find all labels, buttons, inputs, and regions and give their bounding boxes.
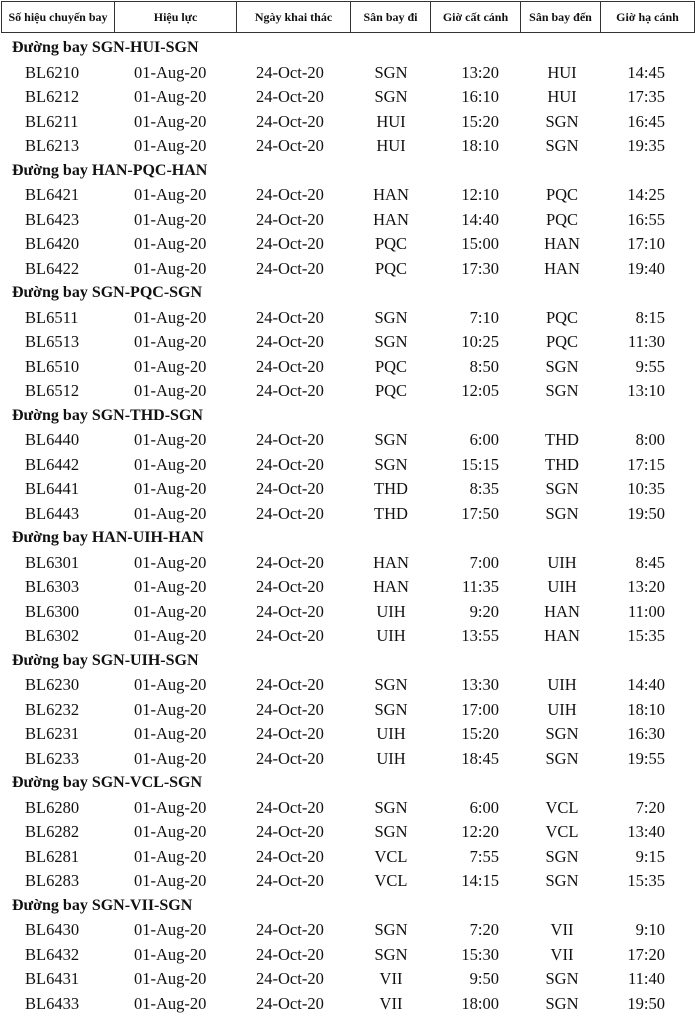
arrival-time: 14:40 (627, 675, 665, 694)
arrival-time: 13:10 (627, 381, 665, 400)
arrival-airport: SGN (545, 356, 579, 376)
arrival-airport: PQC (545, 209, 579, 229)
flight-row (0, 722, 695, 747)
flight-number: BL6280 (25, 797, 80, 817)
flight-number: BL6421 (25, 185, 80, 204)
validity-date: 01-Aug-20 (134, 748, 207, 768)
departure-airport: SGN (374, 699, 408, 719)
start-date: 24-Oct-20 (256, 871, 324, 890)
arrival-airport: SGN (545, 724, 579, 743)
header-departure-airport: Sân bay đi (351, 2, 431, 33)
departure-time: 15:20 (461, 724, 499, 743)
start-date: 24-Oct-20 (256, 307, 324, 327)
start-date: 24-Oct-20 (256, 185, 324, 204)
start-date: 24-Oct-20 (256, 111, 324, 131)
flight-number: BL6430 (25, 920, 80, 939)
flight-number: BL6211 (25, 111, 79, 131)
arrival-airport: SGN (545, 503, 579, 523)
departure-airport: SGN (374, 797, 408, 817)
flight-row (0, 600, 695, 625)
validity-date: 01-Aug-20 (134, 993, 207, 1013)
arrival-time: 11:30 (628, 332, 665, 351)
start-date: 24-Oct-20 (256, 136, 324, 155)
flight-row (0, 747, 695, 772)
departure-airport: UIH (376, 748, 406, 768)
departure-time: 7:20 (469, 920, 499, 939)
flight-number: BL6300 (25, 601, 80, 621)
flight-number: BL6302 (25, 626, 80, 645)
departure-time: 15:15 (461, 454, 499, 474)
validity-date: 01-Aug-20 (134, 454, 207, 474)
arrival-time: 16:45 (627, 111, 665, 131)
departure-airport: PQC (374, 381, 408, 400)
start-date: 24-Oct-20 (256, 626, 324, 645)
start-date: 24-Oct-20 (256, 552, 324, 572)
departure-time: 16:10 (461, 87, 499, 106)
validity-date: 01-Aug-20 (134, 552, 207, 572)
flight-row (0, 453, 695, 478)
arrival-time: 16:55 (627, 209, 665, 229)
arrival-time: 13:20 (627, 577, 665, 596)
flight-number: BL6440 (25, 430, 80, 449)
flight-number: BL6513 (25, 332, 80, 351)
arrival-airport: HUI (547, 87, 577, 106)
start-date: 24-Oct-20 (256, 62, 324, 82)
departure-airport: THD (374, 503, 408, 523)
validity-date: 01-Aug-20 (134, 969, 207, 988)
arrival-time: 13:40 (627, 822, 665, 841)
validity-date: 01-Aug-20 (134, 307, 207, 327)
departure-time: 11:35 (462, 577, 499, 596)
start-date: 24-Oct-20 (256, 332, 324, 351)
departure-airport: HUI (376, 111, 406, 131)
flight-row (0, 183, 695, 208)
departure-time: 7:55 (469, 846, 499, 866)
arrival-time: 19:40 (627, 258, 665, 278)
flight-number: BL6443 (25, 503, 80, 523)
arrival-time: 17:10 (627, 234, 665, 253)
flight-number: BL6281 (25, 846, 80, 866)
start-date: 24-Oct-20 (256, 724, 324, 743)
departure-airport: HAN (373, 552, 409, 572)
validity-date: 01-Aug-20 (134, 944, 207, 964)
arrival-airport: SGN (545, 136, 579, 155)
arrival-time: 14:25 (627, 185, 665, 204)
validity-date: 01-Aug-20 (134, 724, 207, 743)
arrival-time: 15:35 (627, 626, 665, 645)
flight-number: BL6422 (25, 258, 80, 278)
departure-airport: SGN (374, 307, 408, 327)
arrival-time: 19:50 (627, 503, 665, 523)
validity-date: 01-Aug-20 (134, 234, 207, 253)
arrival-airport: VCL (545, 822, 579, 841)
departure-airport: SGN (374, 430, 408, 449)
flight-row (0, 624, 695, 649)
flight-number: BL6431 (25, 969, 80, 988)
validity-date: 01-Aug-20 (134, 111, 207, 131)
arrival-airport: THD (545, 454, 579, 474)
departure-time: 17:30 (461, 258, 499, 278)
arrival-airport: PQC (545, 307, 579, 327)
flight-number: BL6512 (25, 381, 80, 400)
departure-airport: HAN (373, 577, 409, 596)
flight-number: BL6420 (25, 234, 80, 253)
flight-number: BL6301 (25, 552, 80, 572)
flight-number: BL6232 (25, 699, 80, 719)
flight-number: BL6233 (25, 748, 80, 768)
flight-row (0, 232, 695, 257)
departure-time: 10:25 (461, 332, 499, 351)
departure-time: 9:20 (469, 601, 499, 621)
arrival-airport: PQC (545, 332, 579, 351)
flight-row (0, 257, 695, 282)
arrival-time: 17:35 (627, 87, 665, 106)
start-date: 24-Oct-20 (256, 577, 324, 596)
arrival-time: 19:55 (627, 748, 665, 768)
departure-time: 15:00 (461, 234, 499, 253)
arrival-airport: UIH (547, 675, 577, 694)
flight-row (0, 355, 695, 380)
flight-number: BL6432 (25, 944, 80, 964)
departure-time: 18:10 (461, 136, 499, 155)
arrival-airport: HUI (547, 62, 577, 82)
arrival-time: 9:15 (635, 846, 665, 866)
start-date: 24-Oct-20 (256, 479, 324, 498)
route-title: Đường bay SGN-VCL-SGN (12, 774, 203, 791)
header-row (2, 2, 695, 33)
arrival-airport: UIH (547, 552, 577, 572)
departure-time: 18:00 (461, 993, 499, 1013)
flight-row (0, 502, 695, 527)
start-date: 24-Oct-20 (256, 846, 324, 866)
flight-number: BL6441 (25, 479, 80, 498)
arrival-airport: HAN (544, 258, 580, 278)
flight-row (0, 85, 695, 110)
departure-time: 15:30 (461, 944, 499, 964)
validity-date: 01-Aug-20 (134, 675, 207, 694)
arrival-time: 17:20 (627, 944, 665, 964)
flight-number: BL6210 (25, 62, 80, 82)
route-title: Đường bay SGN-PQC-SGN (12, 284, 203, 301)
validity-date: 01-Aug-20 (134, 430, 207, 449)
flight-row (0, 110, 695, 135)
departure-airport: HAN (373, 185, 409, 204)
departure-time: 14:40 (461, 209, 499, 229)
validity-date: 01-Aug-20 (134, 846, 207, 866)
departure-airport: SGN (374, 944, 408, 964)
header-validity: Hiệu lực (115, 2, 237, 33)
start-date: 24-Oct-20 (256, 993, 324, 1013)
start-date: 24-Oct-20 (256, 234, 324, 253)
flight-row (0, 575, 695, 600)
validity-date: 01-Aug-20 (134, 332, 207, 351)
flight-row (0, 845, 695, 870)
flight-row (0, 869, 695, 894)
validity-date: 01-Aug-20 (134, 626, 207, 645)
validity-date: 01-Aug-20 (134, 699, 207, 719)
departure-airport: VII (379, 969, 403, 988)
header-departure-time: Giờ cất cánh (431, 2, 521, 33)
departure-airport: UIH (376, 601, 406, 621)
flight-number: BL6282 (25, 822, 80, 841)
departure-airport: PQC (374, 356, 408, 376)
start-date: 24-Oct-20 (256, 797, 324, 817)
departure-time: 13:30 (461, 675, 499, 694)
arrival-time: 14:45 (627, 62, 665, 82)
departure-airport: THD (374, 479, 408, 498)
arrival-time: 8:00 (635, 430, 665, 449)
arrival-airport: SGN (545, 993, 579, 1013)
departure-airport: VCL (374, 846, 408, 866)
flight-number: BL6283 (25, 871, 80, 890)
departure-airport: SGN (374, 454, 408, 474)
start-date: 24-Oct-20 (256, 503, 324, 523)
departure-time: 15:20 (461, 111, 499, 131)
arrival-time: 9:10 (635, 920, 665, 939)
arrival-time: 11:40 (628, 969, 665, 988)
flight-number: BL6433 (25, 993, 80, 1013)
validity-date: 01-Aug-20 (134, 185, 207, 204)
flight-row (0, 134, 695, 159)
flight-row (0, 796, 695, 821)
departure-time: 14:15 (461, 871, 499, 890)
departure-airport: SGN (374, 675, 408, 694)
validity-date: 01-Aug-20 (134, 479, 207, 498)
departure-airport: VII (379, 993, 403, 1013)
arrival-time: 19:50 (627, 993, 665, 1013)
arrival-airport: UIH (547, 577, 577, 596)
arrival-time: 18:10 (627, 699, 665, 719)
validity-date: 01-Aug-20 (134, 258, 207, 278)
start-date: 24-Oct-20 (256, 454, 324, 474)
departure-airport: SGN (374, 920, 408, 939)
flight-row (0, 379, 695, 404)
arrival-airport: SGN (545, 871, 579, 890)
flight-row (0, 551, 695, 576)
schedule-body (0, 36, 695, 1016)
departure-airport: UIH (376, 724, 406, 743)
route-title: Đường bay SGN-UIH-SGN (12, 651, 199, 669)
start-date: 24-Oct-20 (256, 944, 324, 964)
departure-time: 12:10 (461, 185, 499, 204)
start-date: 24-Oct-20 (256, 356, 324, 376)
departure-airport: UIH (376, 626, 406, 645)
start-date: 24-Oct-20 (256, 920, 324, 939)
flight-number: BL6230 (25, 675, 80, 694)
departure-airport: HUI (376, 136, 406, 155)
arrival-time: 16:30 (627, 724, 665, 743)
flight-row (0, 306, 695, 331)
validity-date: 01-Aug-20 (134, 920, 207, 939)
arrival-time: 8:15 (635, 307, 665, 327)
validity-date: 01-Aug-20 (134, 503, 207, 523)
route-title: Đường bay SGN-THD-SGN (12, 406, 203, 424)
flight-row (0, 208, 695, 233)
flight-number: BL6212 (25, 87, 80, 106)
departure-airport: SGN (374, 62, 408, 82)
arrival-airport: SGN (545, 479, 579, 498)
flight-number: BL6442 (25, 454, 80, 474)
flight-number: BL6303 (25, 577, 80, 596)
arrival-time: 10:35 (627, 479, 665, 498)
arrival-airport: SGN (545, 969, 579, 988)
arrival-airport: SGN (545, 381, 579, 400)
flight-row (0, 673, 695, 698)
header-flight-number: Số hiệu chuyến bay (2, 2, 115, 33)
route-title: Đường bay HAN-UIH-HAN (12, 529, 204, 546)
start-date: 24-Oct-20 (256, 969, 324, 988)
departure-time: 7:10 (469, 307, 499, 327)
arrival-airport: SGN (545, 748, 579, 768)
header-arrival-time: Giờ hạ cánh (601, 2, 695, 33)
departure-time: 12:05 (461, 381, 499, 400)
arrival-airport: HAN (544, 601, 580, 621)
start-date: 24-Oct-20 (256, 699, 324, 719)
flight-number: BL6423 (25, 209, 80, 229)
validity-date: 01-Aug-20 (134, 62, 207, 82)
flight-number: BL6510 (25, 356, 80, 376)
arrival-airport: THD (545, 430, 579, 449)
flight-row (0, 992, 695, 1017)
start-date: 24-Oct-20 (256, 381, 324, 400)
validity-date: 01-Aug-20 (134, 87, 207, 106)
start-date: 24-Oct-20 (256, 87, 324, 106)
flight-row (0, 428, 695, 453)
flight-number: BL6511 (25, 307, 79, 327)
start-date: 24-Oct-20 (256, 675, 324, 694)
arrival-airport: HAN (544, 626, 580, 645)
departure-airport: SGN (374, 822, 408, 841)
start-date: 24-Oct-20 (256, 601, 324, 621)
validity-date: 01-Aug-20 (134, 871, 207, 890)
validity-date: 01-Aug-20 (134, 822, 207, 841)
validity-date: 01-Aug-20 (134, 381, 207, 400)
arrival-time: 19:35 (627, 136, 665, 155)
arrival-airport: SGN (545, 846, 579, 866)
departure-airport: HAN (373, 209, 409, 229)
departure-time: 6:00 (469, 430, 499, 449)
departure-time: 8:50 (469, 356, 499, 376)
departure-airport: SGN (374, 87, 408, 106)
validity-date: 01-Aug-20 (134, 577, 207, 596)
header-arrival-airport: Sân bay đến (521, 2, 601, 33)
validity-date: 01-Aug-20 (134, 797, 207, 817)
flight-number: BL6213 (25, 136, 80, 155)
arrival-airport: HAN (544, 234, 580, 253)
route-title: Đường bay SGN-VII-SGN (12, 896, 193, 914)
start-date: 24-Oct-20 (256, 258, 324, 278)
arrival-time: 8:45 (635, 552, 665, 572)
start-date: 24-Oct-20 (256, 822, 324, 841)
arrival-time: 7:20 (635, 797, 665, 817)
arrival-time: 17:15 (627, 454, 665, 474)
arrival-time: 11:00 (628, 601, 665, 621)
validity-date: 01-Aug-20 (134, 601, 207, 621)
flight-row (0, 698, 695, 723)
start-date: 24-Oct-20 (256, 430, 324, 449)
start-date: 24-Oct-20 (256, 748, 324, 768)
start-date: 24-Oct-20 (256, 209, 324, 229)
header-start-date: Ngày khai thác (237, 2, 351, 33)
flight-row (0, 330, 695, 355)
arrival-time: 9:55 (635, 356, 665, 376)
departure-airport: PQC (374, 258, 408, 278)
departure-time: 17:00 (461, 699, 499, 719)
flight-row (0, 967, 695, 992)
validity-date: 01-Aug-20 (134, 356, 207, 376)
route-title: Đường bay HAN-PQC-HAN (12, 161, 208, 179)
arrival-airport: UIH (547, 699, 577, 719)
departure-airport: SGN (374, 332, 408, 351)
departure-time: 17:50 (461, 503, 499, 523)
departure-time: 8:35 (469, 479, 499, 498)
departure-airport: PQC (374, 234, 408, 253)
arrival-airport: VII (550, 944, 574, 964)
arrival-airport: SGN (545, 111, 579, 131)
flight-row (0, 918, 695, 943)
departure-time: 13:55 (461, 626, 499, 645)
departure-time: 7:00 (469, 552, 499, 572)
departure-airport: VCL (374, 871, 408, 890)
flight-row (0, 943, 695, 968)
arrival-airport: VII (550, 920, 574, 939)
arrival-time: 15:35 (627, 871, 665, 890)
arrival-airport: PQC (545, 185, 579, 204)
departure-time: 13:20 (461, 62, 499, 82)
departure-time: 12:20 (461, 822, 499, 841)
departure-time: 9:50 (469, 969, 499, 988)
departure-time: 18:45 (461, 748, 499, 768)
flight-row (0, 61, 695, 86)
validity-date: 01-Aug-20 (134, 209, 207, 229)
route-title: Đường bay SGN-HUI-SGN (12, 39, 199, 56)
header-table (1, 1, 695, 33)
validity-date: 01-Aug-20 (134, 136, 207, 155)
flight-row (0, 820, 695, 845)
arrival-airport: VCL (545, 797, 579, 817)
flight-number: BL6231 (25, 724, 80, 743)
departure-time: 6:00 (469, 797, 499, 817)
flight-row (0, 477, 695, 502)
